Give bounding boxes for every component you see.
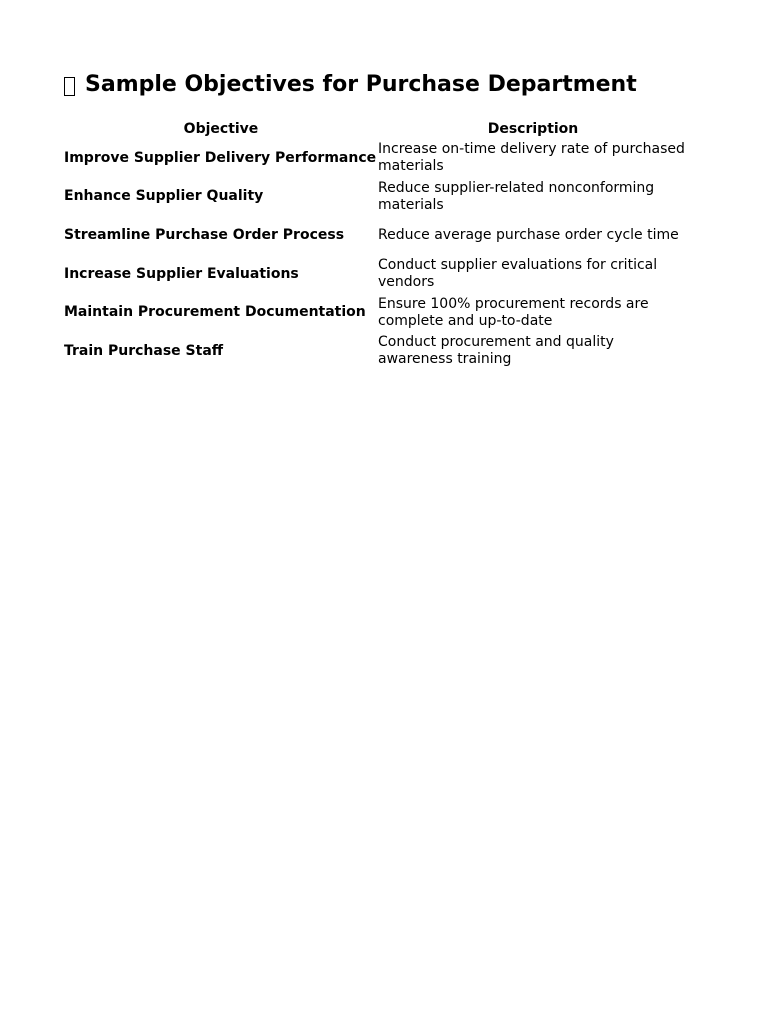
- description-cell: Ensure 100% procurement records are complete and up-to-date: [378, 295, 649, 329]
- column-header-description: Description: [487, 121, 579, 137]
- page-title: [64, 70, 704, 100]
- objective-cell: Maintain Procurement Documentation: [64, 304, 366, 321]
- objective-cell: Streamline Purchase Order Process: [64, 226, 345, 243]
- table-row: [64, 139, 688, 178]
- description-cell: Reduce average purchase order cycle time: [378, 226, 679, 243]
- missing-glyph-icon: [64, 77, 75, 96]
- table-row: [64, 332, 688, 371]
- description-cell: Conduct supplier evaluations for critical vendors: [378, 257, 658, 291]
- page-title-text: Sample Objectives for Purchase Department: [85, 72, 637, 97]
- table-header-row: [64, 119, 688, 139]
- table-row: [64, 178, 688, 217]
- description-cell: Reduce supplier-related nonconforming materials: [378, 179, 655, 213]
- column-header-objective: Objective: [183, 121, 259, 137]
- table-row: [64, 255, 688, 294]
- document-page: [64, 70, 704, 371]
- table-row: [64, 216, 688, 255]
- objective-cell: Train Purchase Staff: [64, 342, 224, 359]
- description-cell: Increase on-time delivery rate of purchased materials: [378, 141, 685, 175]
- table-row: [64, 293, 688, 332]
- objectives-table: [64, 119, 688, 371]
- objective-cell: Improve Supplier Delivery Performance: [64, 149, 377, 166]
- description-cell: Conduct procurement and quality awareness training: [378, 334, 614, 368]
- objective-cell: Enhance Supplier Quality: [64, 188, 264, 205]
- objective-cell: Increase Supplier Evaluations: [64, 265, 299, 282]
